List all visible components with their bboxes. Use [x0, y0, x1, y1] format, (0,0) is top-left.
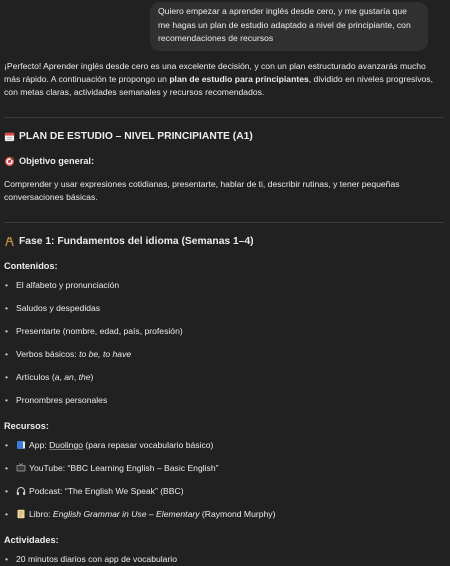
list-item: [4, 508, 444, 521]
resources-label: Recursos:: [4, 421, 49, 431]
activities-list: [4, 553, 444, 566]
list-item: • Saludos y despedidas: [4, 302, 444, 315]
user-message-text: Quiero empezar a aprender inglés desde cero, y me gustaría que me hagas un plan de estudio adaptado a nivel de principiante, con recomendaciones de recursos: [158, 6, 411, 43]
list-item: • 20 minutos diarios con app de vocabulario: [4, 553, 444, 566]
target-icon: [4, 156, 15, 167]
articles-close: ): [90, 372, 94, 382]
tv-icon: [16, 463, 26, 473]
construction-icon: [4, 236, 15, 247]
youtube-resource: YouTube: “BBC Learning English – Basic English”: [29, 463, 219, 473]
article-a: a: [54, 372, 60, 382]
intro-text-2: , dividido en niveles progresivos, con metas claras, actividades semanales y recursos recomendados.: [4, 74, 433, 97]
list-item: [4, 348, 444, 361]
verbs-italic: to be, to have: [79, 349, 132, 359]
list-item: • Pronombres personales: [4, 394, 444, 407]
phase1-heading: [4, 235, 444, 248]
objective-text: Comprender y usar expresiones cotidianas, presentarte, hablar de ti, describir rutinas, y tener pequeñas conversaciones básicas.: [4, 179, 400, 202]
intro-paragraph: [4, 60, 444, 99]
list-item: • Artículos (a, an, the): [4, 371, 444, 384]
intro-text-1: ¡Perfecto! Aprender inglés desde cero es una excelente decisión, y con un plan estructurado avanzarás mucho más rápido. A continuación te propongo un: [4, 61, 426, 84]
verbs-label: Verbos básicos:: [16, 349, 80, 359]
book-suffix: (Raymond Murphy): [199, 509, 276, 519]
objective-heading-text: Objetivo general:: [19, 156, 95, 166]
articles-label: Artículos (: [16, 372, 55, 382]
list-item: [4, 462, 444, 475]
contents-list: [4, 279, 444, 407]
plan-title: [4, 130, 444, 143]
list-item: • Presentarte (nombre, edad, país, profesión): [4, 325, 444, 338]
podcast-resource: Podcast: “The English We Speak” (BBC): [29, 486, 184, 496]
objective-heading: [4, 155, 444, 168]
contents-label: Contenidos:: [4, 261, 58, 271]
duolingo-link[interactable]: Duolingo: [49, 440, 83, 450]
assistant-response: [4, 60, 444, 566]
list-item: [4, 485, 444, 498]
article-an: an: [64, 372, 74, 382]
resources-list: [4, 439, 444, 521]
book-title: English Grammar in Use – Elementary: [52, 509, 200, 519]
activities-label: Actividades:: [4, 535, 59, 545]
headphones-icon: [16, 486, 26, 496]
book-icon: [16, 440, 26, 450]
phase1-heading-text: Fase 1: Fundamentos del idioma (Semanas 1–4): [19, 236, 254, 247]
notebook-icon: [16, 509, 26, 519]
calendar-icon: [4, 131, 15, 142]
list-item: • El alfabeto y pronunciación: [4, 279, 444, 292]
book-prefix: Libro:: [29, 509, 53, 519]
plan-title-text: PLAN DE ESTUDIO – NIVEL PRINCIPIANTE (A1): [19, 131, 253, 142]
article-the: the: [78, 372, 91, 382]
intro-bold: plan de estudio para principiantes: [169, 74, 309, 84]
app-suffix: (para repasar vocabulario básico): [83, 440, 214, 450]
user-message-bubble: [150, 2, 428, 51]
list-item: [4, 439, 444, 452]
app-prefix: App:: [29, 440, 50, 450]
